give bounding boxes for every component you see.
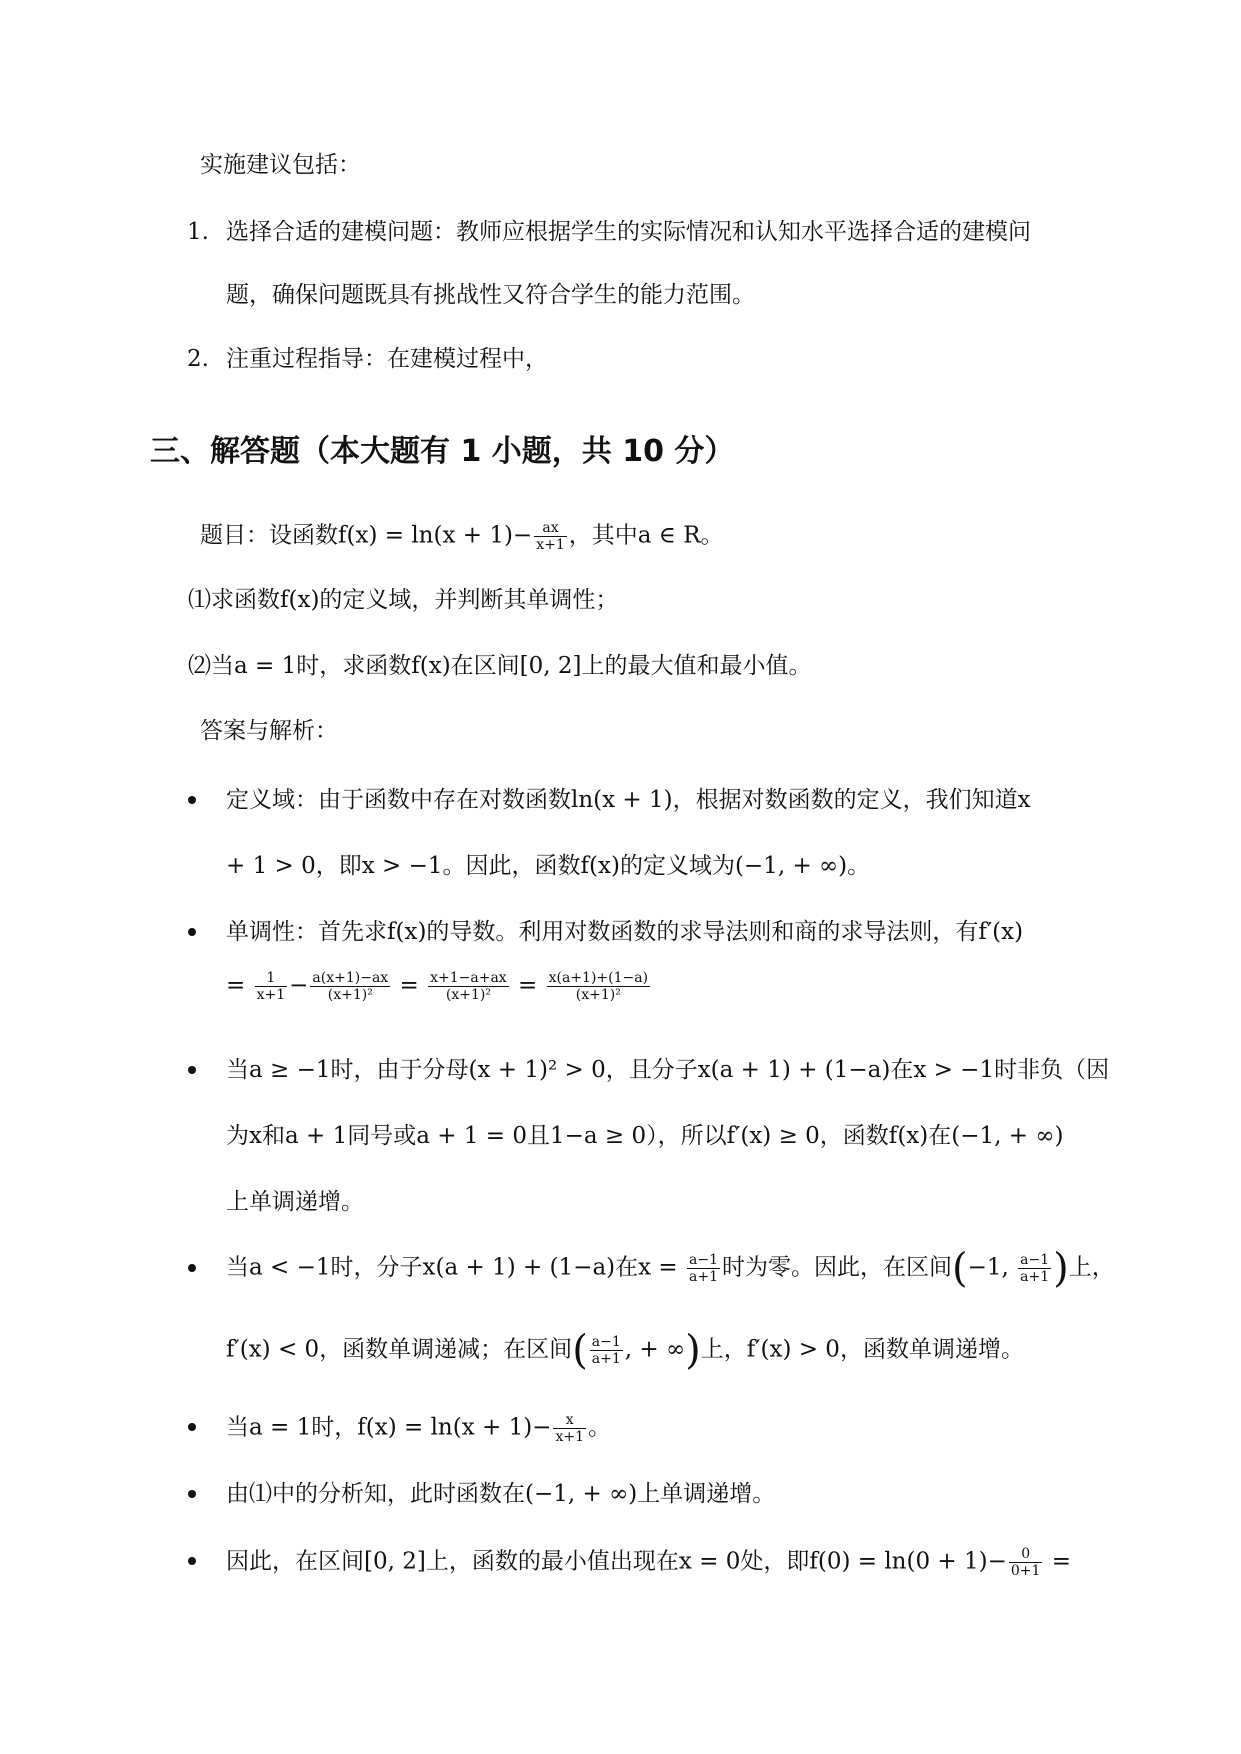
text-span: −1,: [967, 1254, 1017, 1281]
left-paren: (: [572, 1327, 588, 1374]
frac-numerator: x: [553, 1412, 586, 1429]
bullet-dot: [188, 1264, 196, 1272]
frac-numerator: a−1: [689, 1252, 718, 1268]
bullet-dot: [188, 928, 196, 936]
frac-denominator: x+1: [555, 1429, 584, 1445]
text-span: 因此，在区间[0, 2]上，函数的最小值出现在x = 0处，即f(0) = ln(0 + 1)−: [226, 1548, 1007, 1575]
question-1: ⑴求函数f(x)的定义域，并判断其单调性；: [188, 587, 619, 613]
problem-stem: [200, 520, 723, 553]
fraction: [310, 970, 390, 1003]
bullet-monotonic-line1: 单调性：首先求f(x)的导数。利用对数函数的求导法则和商的求导法则，有f′(x): [226, 919, 1024, 945]
fraction: [687, 1252, 720, 1285]
text-span: 上，f′(x) > 0，函数单调递增。: [700, 1336, 1024, 1363]
fraction: [553, 1412, 586, 1445]
frac-numerator: 1: [255, 970, 288, 987]
text-span: f′(x) < 0，函数单调递减；在区间: [226, 1336, 573, 1363]
bullet-case2-line2: [226, 1327, 1024, 1374]
answer-label: 答案与解析：: [200, 718, 338, 744]
bullet-from-part1: 由⑴中的分析知，此时函数在(−1, + ∞)上单调递增。: [226, 1481, 776, 1507]
frac-denominator: (x+1)²: [327, 987, 373, 1003]
list-item-2-line1: 注重过程指导：在建模过程中，: [226, 346, 548, 372]
frac-denominator: a+1: [1020, 1269, 1050, 1285]
text-span: 上，: [1068, 1254, 1115, 1281]
bullet-dot: [188, 1066, 196, 1074]
stem-fraction: [534, 520, 567, 553]
text-span: 。: [588, 1414, 611, 1441]
list-number-1: 1.: [187, 219, 209, 245]
question-2: ⑵当a = 1时，求函数f(x)在区间[0, 2]上的最大值和最小值。: [188, 653, 812, 679]
right-paren: ): [1053, 1245, 1069, 1292]
frac-denominator: x+1: [536, 537, 565, 553]
frac-denominator: (x+1)²: [575, 987, 621, 1003]
text-span: =: [1044, 1548, 1072, 1575]
bullet-dot: [188, 1423, 196, 1431]
left-paren: (: [951, 1245, 968, 1292]
bullet-case2-line1: [226, 1245, 1115, 1292]
bullet-case1-line2: 为x和a + 1同号或a + 1 = 0且1−a ≥ 0），所以f′(x) ≥ 0，函数f(x)在(−1, + ∞): [226, 1123, 1064, 1149]
fraction: [590, 1334, 623, 1367]
frac-denominator: a+1: [689, 1269, 718, 1285]
stem-suffix: ，其中a ∈ R。: [568, 522, 724, 549]
text-span: 当a < −1时，分子x(a + 1) + (1−a)在x =: [226, 1254, 685, 1281]
frac-denominator: 0+1: [1010, 1563, 1041, 1579]
stem-prefix: 题目：设函数f(x) = ln(x + 1)−: [200, 522, 533, 549]
text-span: 当a = 1时，f(x) = ln(x + 1)−: [226, 1414, 552, 1441]
list-number-2: 2.: [187, 346, 209, 372]
frac-denominator: x+1: [256, 987, 286, 1003]
text-span: 时为零。因此，在区间: [721, 1254, 952, 1281]
bullet-dot: [188, 1557, 196, 1565]
bullet-domain-line1: 定义域：由于函数中存在对数函数ln(x + 1)，根据对数函数的定义，我们知道x: [226, 787, 1031, 813]
frac-numerator: 0: [1009, 1546, 1043, 1563]
frac-numerator: x(a+1)+(1−a): [548, 970, 649, 986]
bullet-domain-line2: + 1 > 0，即x > −1。因此，函数f(x)的定义域为(−1, + ∞)。: [226, 853, 871, 879]
fraction: [547, 970, 650, 1003]
frac-denominator: (x+1)²: [445, 987, 491, 1003]
frac-numerator: a−1: [591, 1334, 621, 1350]
bullet-dot: [188, 796, 196, 804]
text-span: , + ∞: [624, 1336, 686, 1363]
bullet-minimum: [226, 1546, 1071, 1579]
bullet-a-equals-1: [226, 1412, 611, 1445]
derivative-equation: = $\frac{1}{x+1}$ − $\frac{a(x+1)-ax}{\text{(x+1)²}}$ = $\frac{x+1-a+ax}{\text{(x+1)²}}$ = $\frac{x(a+1)+(1-a)}{\text{(x+1)²}}$: [226, 970, 649, 1003]
frac-numerator: x+1−a+ax: [430, 970, 507, 986]
fraction: [1018, 1252, 1051, 1285]
fraction: [428, 970, 509, 1003]
list-item-1-line1: 选择合适的建模问题：教师应根据学生的实际情况和认知水平选择合适的建模问: [226, 219, 1031, 245]
fraction: [1009, 1546, 1043, 1579]
frac-numerator: a−1: [1020, 1252, 1050, 1268]
list-item-1-line2: 题，确保问题既具有挑战性又符合学生的能力范围。: [226, 282, 755, 308]
intro-text: 实施建议包括：: [200, 152, 361, 178]
section-title: 三、解答题（本大题有 1 小题，共 10 分）: [150, 434, 735, 469]
right-paren: ): [685, 1327, 701, 1374]
frac-numerator: ax: [534, 520, 567, 537]
bullet-case1-line1: 当a ≥ −1时，由于分母(x + 1)² > 0，且分子x(a + 1) + (1−a)在x > −1时非负（因: [226, 1057, 1110, 1083]
bullet-dot: [188, 1490, 196, 1498]
frac-numerator: a(x+1)−ax: [312, 970, 389, 986]
frac-denominator: a+1: [591, 1351, 621, 1367]
fraction: [255, 970, 288, 1003]
bullet-case1-line3: 上单调递增。: [226, 1189, 364, 1215]
